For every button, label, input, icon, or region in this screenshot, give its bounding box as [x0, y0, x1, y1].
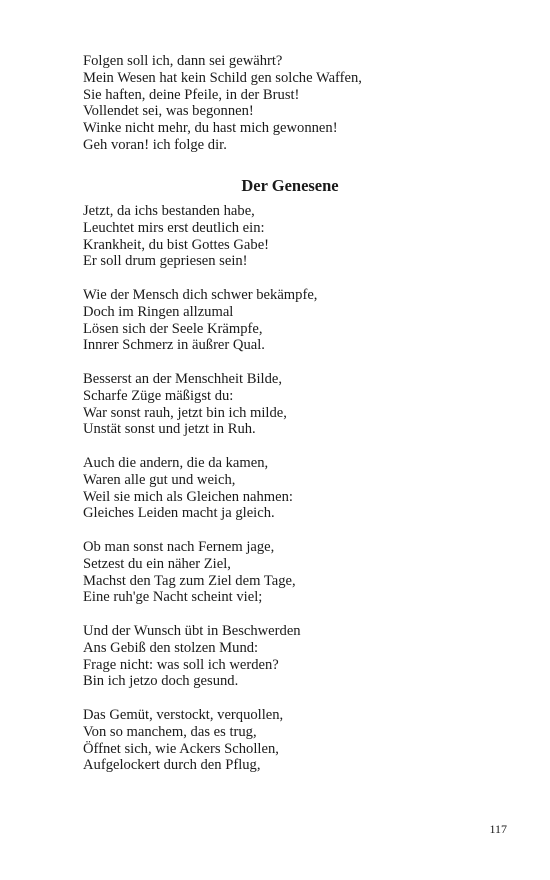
top-stanza [83, 53, 362, 154]
poem-line: Frage nicht: was soll ich werden? [83, 656, 279, 673]
stanza-4 [83, 455, 293, 522]
poem-line: Folgen soll ich, dann sei gewährt? [83, 53, 283, 69]
poem-line: Scharfe Züge mäßigst du: [83, 387, 234, 404]
poem-line: Das Gemüt, verstockt, verquollen, [83, 707, 284, 723]
poem-line: Auch die andern, die da kamen, [83, 455, 269, 471]
poem-line: Geh voran! ich folge dir. [83, 136, 227, 153]
poem-line: Wie der Mensch dich schwer bekämpfe, [83, 287, 318, 303]
poem-line: Gleiches Leiden macht ja gleich. [83, 505, 275, 522]
poem-line: Öffnet sich, wie Ackers Schollen, [83, 740, 279, 757]
poem-line: Vollendet sei, was begonnen! [83, 103, 254, 120]
poem-line: Eine ruh'ge Nacht scheint viel; [83, 589, 263, 606]
poem-line: War sonst rauh, jetzt bin ich milde, [83, 404, 287, 421]
stanza-6 [83, 623, 301, 690]
poem-line: Und der Wunsch übt in Beschwerden [83, 623, 301, 639]
poem-line: Unstät sonst und jetzt in Ruh. [83, 421, 256, 438]
page-number: 117 [489, 822, 507, 836]
poem-line: Setzest du ein näher Ziel, [83, 555, 231, 572]
poem-line: Weil sie mich als Gleichen nahmen: [83, 488, 293, 505]
poem-line: Ans Gebiß den stolzen Mund: [83, 639, 259, 656]
stanza-3 [83, 371, 287, 438]
poem-line: Lösen sich der Seele Krämpfe, [83, 320, 263, 337]
stanza-2 [83, 287, 317, 354]
stanza-5 [83, 539, 296, 606]
poem-line: Von so manchem, das es trug, [83, 723, 257, 740]
poem-line: Er soll drum gepriesen sein! [83, 253, 248, 270]
poem-line: Machst den Tag zum Ziel dem Tage, [83, 572, 296, 589]
poem-line: Winke nicht mehr, du hast mich gewonnen! [83, 120, 338, 137]
poem-line: Leuchtet mirs erst deutlich ein: [83, 219, 265, 236]
poem-line: Innrer Schmerz in äußrer Qual. [83, 337, 265, 354]
poem-line: Waren alle gut und weich, [83, 471, 236, 488]
poem-line: Aufgelockert durch den Pflug, [83, 757, 261, 774]
stanza-7 [83, 707, 283, 774]
poem-line: Besserst an der Menschheit Bilde, [83, 371, 282, 387]
poem-line: Krankheit, du bist Gottes Gabe! [83, 236, 270, 253]
poem-title: Der Genesene [241, 176, 339, 195]
poem-line: Bin ich jetzo doch gesund. [83, 673, 239, 690]
poem-line: Jetzt, da ichs bestanden habe, [83, 203, 255, 219]
poem-line: Mein Wesen hat kein Schild gen solche Waffen, [83, 69, 362, 86]
stanza-1 [83, 203, 269, 270]
poem-line: Ob man sonst nach Fernem jage, [83, 539, 275, 555]
poem-line: Sie haften, deine Pfeile, in der Brust! [83, 86, 300, 103]
poem-line: Doch im Ringen allzumal [83, 303, 234, 320]
